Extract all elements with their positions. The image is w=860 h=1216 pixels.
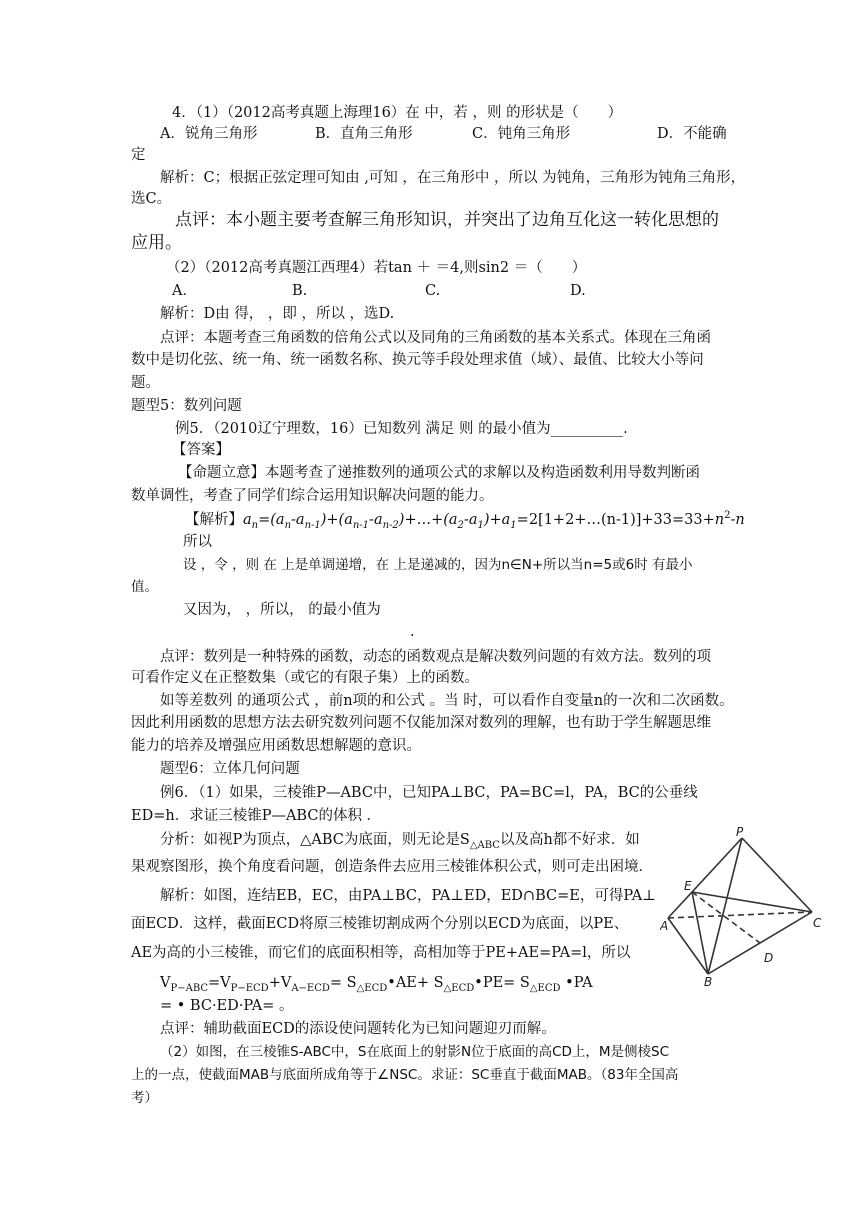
topic6-analysis-line1: 分析：如视P为顶点，△ABC为底面，则无论是$S_{\triangle ABC}$以及高h都不好求．如 — [160, 832, 640, 851]
topic6-example-line1: 例6．（1）如果，三棱锥P—ABC中，已知PA⊥BC，PA=BC=l，PA，BC的公垂线 — [160, 785, 698, 801]
topic6-solution-line2: 面ECD．这样，截面ECD将原三棱锥切割成两个分别以ECD为底面，以PE、 — [131, 916, 629, 932]
label-b: B — [704, 975, 713, 986]
topic5-example: 例5．（2010辽宁理数，16）已知数列 满足 则 的最小值为__________. — [175, 421, 628, 437]
topic6-analysis-line2: 果观察图形，换个角度看问题，创造条件去应用三棱锥体积公式，则可走出困境． — [131, 859, 653, 875]
q4-part2-comment-line3: 题。 — [131, 375, 160, 391]
topic5-so: 所以 — [183, 534, 212, 550]
topic5-solution-tag: 【解析】 — [185, 512, 243, 528]
q4-comment-line1: 点评：本小题主要考查解三角形知识，并突出了边角互化这一转化思想的 — [175, 210, 719, 230]
topic5-comment-line4: 因此利用函数的思想方法去研究数列问题不仅能加深对数列的理解，也有助于学生解题思维 — [131, 715, 711, 731]
edge-pa — [668, 838, 742, 918]
q4-part2-option-d: D. — [570, 283, 586, 299]
topic5-period: . — [410, 624, 415, 640]
q4-comment-line2: 应用。 — [131, 233, 182, 253]
label-c: C — [813, 916, 822, 930]
topic5-solution-formula: $a_n=(a_n-a_{n-1})+(a_{n-1}-a_{n-2})+\dots+(a_2-a_1)+a_1$ — [243, 512, 517, 531]
topic5-intent-line1: 【命题立意】本题考查了递推数列的通项公式的求解以及构造函数利用导数判断函 — [178, 465, 700, 481]
topic5-let-line2: 值。 — [131, 579, 158, 595]
topic5-solution: 【解析】$a_n=(a_n-a_{n-1})+(a_{n-1}-a_{n-2})+\dots+(a_2-a_1)+a_1=2[1+2+\dots(n-1)]+33=33+n^2-n$ — [185, 510, 745, 531]
topic5-comment-line5: 能力的培养及增强应用函数思想解题的意识。 — [131, 738, 421, 754]
topic6-volume-formula: $V_{P-ABC}=V_{P-ECD}+V_{A-ECD}=$ $S_{\triangle ECD}•AE+$ $S_{\triangle ECD}•PE= S_{\triangle ECD}$ •PA — [160, 975, 593, 994]
topic6-part2-line2: 上的一点，使截面MAB与底面所成角等于∠NSC。求证：SC垂直于截面MAB。（83年全国高 — [131, 1067, 679, 1083]
topic5-comment-line3: 如等差数列 的通项公式 ，前n项的和公式 。当 时，可以看作自变量n的一次和二次函数。 — [160, 693, 734, 709]
topic5-comment-line1: 点评：数列是一种特殊的函数，动态的函数观点是解决数列问题的有效方法。数列的项 — [160, 649, 711, 665]
q4-title: 4．（1）（2012高考真题上海理16）在 中，若 ，则 的形状是（ ） — [172, 105, 623, 121]
topic6-part2-line3: 考） — [131, 1090, 158, 1106]
q4-analysis-line1: 解析：C；根据正弦定理可知由 ,可知 ，在三角形中 ，所以 为钝角，三角形为钝角三角形， — [160, 170, 746, 186]
q4-option-a: A．锐角三角形 — [160, 126, 258, 142]
topic5-answer-tag: 【答案】 — [172, 442, 230, 458]
q4-option-d-continued: 定 — [131, 147, 146, 163]
edge-pb — [708, 838, 742, 974]
topic6-heading: 题型6：立体几何问题 — [160, 761, 300, 777]
topic5-comment-line2: 可看作定义在正整数集（或它的有限子集）上的函数。 — [131, 670, 479, 686]
q4-part2-option-a: A． — [172, 283, 197, 299]
q4-part2-title: （2）（2012高考真题江西理4）若tan ＋ ＝4,则sin2 ＝（ ） — [166, 260, 587, 276]
q4-analysis-line2: 选C。 — [131, 191, 172, 207]
q4-part2-option-b: B. — [292, 283, 308, 299]
segment-ec — [692, 892, 812, 912]
q4-part2-comment-line2: 数中是切化弦、统一角、统一函数名称、换元等手段处理求值（域）、最值、比较大小等问 — [131, 352, 704, 368]
topic5-heading: 题型5：数列问题 — [131, 398, 242, 414]
edge-ac-hidden — [668, 912, 812, 918]
topic5-again: 又因为， ，所以， 的最小值为 — [183, 602, 381, 618]
topic6-part2-line1: （2）如图，在三棱锥S-ABC中，S在底面上的射影N位于底面的高CD上，M是侧棱SC — [160, 1044, 670, 1060]
q4-part2-comment-line1: 点评：本题考查三角函数的倍角公式以及同角的三角函数的基本关系式。体现在三角函 — [160, 330, 711, 346]
pyramid-figure — [660, 826, 830, 986]
topic5-intent-line2: 数单调性，考查了同学们综合运用知识解决问题的能力。 — [131, 488, 494, 504]
q4-part2-analysis: 解析：D由 得， ，即 ，所以 ，选D. — [160, 306, 395, 322]
q4-part2-option-c: C. — [425, 283, 441, 299]
topic6-solution-line3: AE为高的小三棱锥，而它们的底面积相等，高相加等于PE+AE=PA=l，所以 — [131, 945, 631, 961]
topic6-volume-result: = • BC·ED·PA= 。 — [160, 998, 294, 1014]
topic6-comment: 点评：辅助截面ECD的添设使问题转化为已知问题迎刃而解。 — [160, 1021, 556, 1037]
q4-option-d: D．不能确 — [657, 126, 727, 142]
q4-option-c: C．钝角三角形 — [472, 126, 571, 142]
label-a: A — [660, 919, 669, 933]
topic5-let-line1: 设 ，令 ，则 在 上是单调递增，在 上是递减的，因为n∈N+所以当n=5或6时 有最小 — [183, 557, 693, 573]
label-d: D — [764, 951, 774, 965]
topic6-solution-line1: 解析：如图，连结EB，EC，由PA⊥BC，PA⊥ED，ED∩BC=E，可得PA⊥ — [160, 888, 656, 904]
q4-option-b: B．直角三角形 — [315, 126, 413, 142]
edge-pc — [742, 838, 812, 912]
label-p: P — [736, 826, 744, 839]
label-e: E — [684, 879, 692, 893]
topic6-example-line2: ED=h．求证三棱锥P—ABC的体积 ． — [131, 808, 382, 824]
